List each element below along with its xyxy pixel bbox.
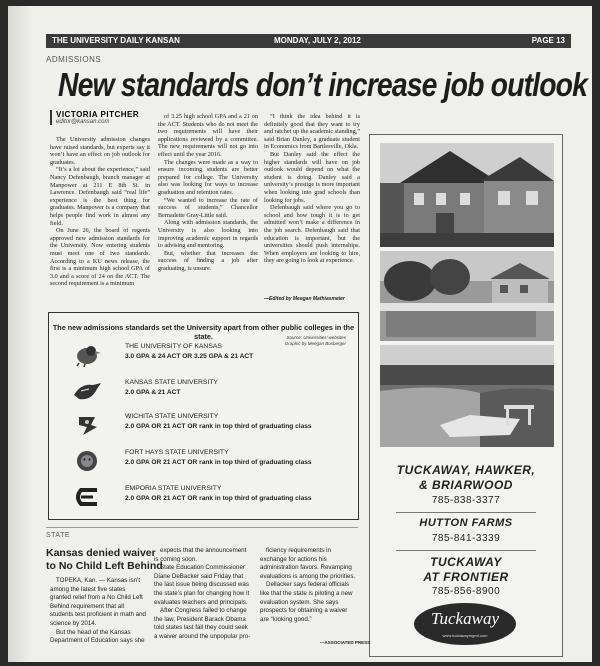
page-header-bar [46, 34, 571, 48]
story-column-2 [158, 113, 258, 272]
ad-phone-2: 785-841-3339 [431, 533, 501, 544]
school-row [71, 447, 351, 477]
school-requirement: 2.0 GPA OR 21 ACT OR rank in top third of graduating class [125, 459, 312, 466]
ad-divider [396, 550, 536, 551]
tuckaway-logo [414, 603, 516, 645]
tiger-logo [71, 449, 103, 473]
ad-heading-4: TUCKAWAY [430, 555, 502, 569]
tuckaway-url: www.tuckawaymgmt.com [442, 633, 488, 638]
paper-name: THE UNIVERSITY DAILY KANSAN [52, 36, 180, 45]
byline [50, 110, 156, 125]
paragraph: Defenbaugh said where you go to school and how tough it is to get admitted won’t make a difference in the job search. Defenbaugh said that education is important, but the universities should push internships. When employers are looking to hire, they are going to look at experience. [264, 204, 360, 265]
paragraph: “I think the idea behind it is definitely good that they want to try and ratchet up the academic standing,” said Brian Danley, a graduate student in Economics from Bartlesville, Okla. [264, 113, 360, 151]
headline: New standards don’t increase job outlook [58, 66, 588, 103]
school-name: EMPORIA STATE UNIVERSITY [125, 485, 222, 492]
paragraph: Along with admission standards, the University is also looking into improving academic support in regards to advising and mentoring. [158, 219, 258, 250]
school-requirement: 2.0 GPA & 21 ACT [125, 389, 181, 396]
paragraph: of 3.25 high school GPA and a 21 on the ACT. Students who do not meet the two requirements will have their applications reviewed by a committee. The new requirements will not go into effect until the year 2016. [158, 113, 258, 158]
school-name: FORT HAYS STATE UNIVERSITY [125, 449, 229, 456]
ad-heading-5: AT FRONTIER [423, 570, 509, 584]
school-row [71, 483, 351, 513]
paragraph: After Congress failed to change the law, President Barack Obama told states last fall they could seek a waiver around the unpopular pro- [154, 607, 251, 640]
school-requirement: 3.0 GPA & 24 ACT OR 3.25 GPA & 21 ACT [125, 353, 254, 360]
paragraph: TOPEKA, Kan. — Kansas isn’t among the latest five states granted relief from a No Child Left Behind requirement that all students test proficient in math and science by 2014. [50, 577, 146, 627]
editor-credit: —Edited by Meegan Mathiasmeier [264, 296, 345, 302]
paragraph: But, whether that increases the success of finding a job after graduating, is unsure. [158, 249, 258, 272]
paragraph: expects that the announcement is coming soon. [154, 547, 247, 563]
section-label-state: STATE [46, 532, 71, 539]
school-row [71, 341, 351, 371]
story2-headline-line-1: Kansas denied waiver [46, 547, 156, 559]
paragraph: The University admission changes have raised standards, but experts say it won’t have an effect on job outlook for graduates. [50, 136, 150, 166]
wire-credit: —ASSOCIATED PRESS [320, 640, 371, 645]
author-email: editor@kansan.com [56, 119, 110, 125]
ad-heading-1: TUCKAWAY, HAWKER, [396, 463, 536, 477]
ad-phone-3: 785-856-8900 [431, 586, 501, 597]
shocker-logo [71, 413, 103, 437]
tuckaway-logo-text: Tuckaway [431, 609, 499, 628]
issue-date: MONDAY, JULY 2, 2012 [274, 36, 361, 45]
ad-heading-2: & BRIARWOOD [419, 478, 513, 492]
story-column-1 [50, 136, 150, 288]
ad-phone-1: 785-838-3377 [431, 495, 501, 506]
graphic-title: The new admissions standards set the University apart from other public colleges in the state. [52, 323, 355, 341]
author-name: VICTORIA PITCHER [56, 110, 140, 119]
story2-column-1 [50, 577, 148, 646]
paragraph: On June 26, the board of regents approved new admission standards for the University. Now entering students must meet one of two standards. According to a KU news release, the first is a minimum high school GPA of 3.0 and a score of 24 on the ACT. The second requirement is a minimum [50, 227, 150, 288]
paragraph: Dellacker says federal officials like that the state is piloting a new evaluation system. She says prospects for obtaining a waiver are “looking good.” [260, 581, 353, 623]
section-divider [46, 527, 358, 528]
ad-heading-3: HUTTON FARMS [419, 517, 513, 529]
story2-column-2 [154, 547, 252, 642]
pool-photo [380, 251, 554, 341]
school-name: KANSAS STATE UNIVERSITY [125, 379, 219, 386]
school-row [71, 411, 351, 441]
admissions-graphic [48, 312, 359, 520]
apartment-ad [369, 134, 563, 657]
school-name: WICHITA STATE UNIVERSITY [125, 413, 219, 420]
paragraph: But the head of the Kansas Department of Education says she [50, 628, 145, 645]
wildcat-logo [71, 379, 103, 403]
paragraph: “We wanted to increase the rate of success of students,” Chancellor Bernadette Gray-Little said. [158, 196, 258, 219]
page-number: PAGE 13 [531, 36, 565, 45]
paragraph: “It’s a lot about the experience,” said Nancy Defenbaugh, branch manager at Manpower at 211 E 8th St. in Lawrence. Defenbaugh said “real life” experience is the best thing for graduates. Manpower is a company that helps people find work in almost any field. [50, 166, 150, 227]
lake-photo [380, 345, 554, 447]
school-requirement: 2.0 GPA OR 21 ACT OR rank in top third of graduating class [125, 423, 312, 430]
source-line: Source: Universities’ websites [286, 335, 346, 340]
school-requirement: 2.0 GPA OR 21 ACT OR rank in top third of graduating class [125, 495, 312, 502]
story-column-3 [264, 113, 360, 265]
story2-headline-line-2: to No Child Left Behind [46, 560, 163, 572]
graphic-credit: Graphic by Meegan Bosberger [284, 341, 346, 346]
jayhawk-logo [71, 343, 103, 367]
story2-headline [46, 547, 163, 573]
paragraph: The changes were made as a way to ensure incoming students are better prepared for college. The University also was looking for ways to increase graduation and retention rates. [158, 158, 258, 196]
school-row [71, 377, 351, 407]
section-label: ADMISSIONS [46, 55, 102, 64]
paragraph: State Education Commissioner Diane DeBacker said Friday that the last issue being discussed was the state’s plan for changing how it evaluates teachers and principals. [154, 564, 250, 606]
story2-column-3 [260, 547, 358, 624]
page-fold-shadow [8, 6, 32, 662]
house-photo [380, 143, 554, 247]
paragraph: But Danley said the effect the higher standards will have on job outlook would depend on what the student is doing. Danley said a university’s prestige is more important when looking into grad schools than looking for jobs. [264, 150, 360, 204]
ad-divider [396, 512, 536, 513]
school-name: THE UNIVERSITY OF KANSAS [125, 343, 222, 350]
paragraph: ficiency requirements in exchange for actions his administration favors. Revamping evaluations is among the priorities. [260, 547, 356, 580]
emporia-e-logo [71, 485, 103, 509]
